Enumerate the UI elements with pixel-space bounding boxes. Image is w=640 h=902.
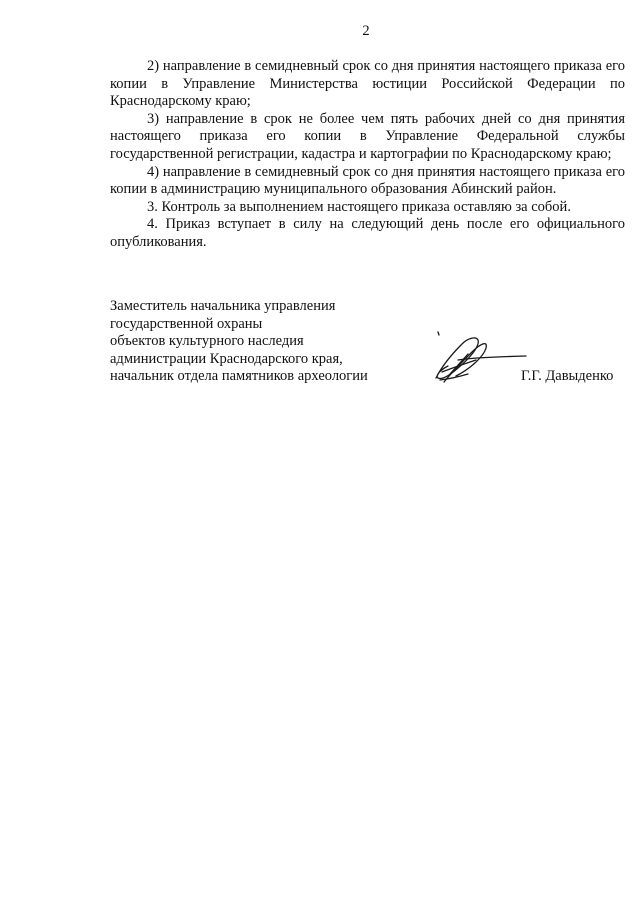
position-line: государственной охраны	[110, 315, 263, 332]
paragraph-item-3: 3) направление в срок не более чем пять рабочих дней со дня принятия настоящего приказа его копии в Управление Федеральной службы государственной регистрации, кадастра и картографии по Краснодарскому краю;	[110, 110, 625, 162]
signatory-name: Г.Г. Давыденко	[521, 368, 614, 384]
position-line: администрации Краснодарского края,	[110, 350, 343, 367]
paragraph-control: 3. Контроль за выполнением настоящего приказа оставляю за собой.	[147, 198, 571, 215]
position-line: начальник отдела памятников археологии	[110, 368, 368, 385]
position-line: Заместитель начальника управления	[110, 298, 336, 314]
paragraph-item-4: 4) направление в семидневный срок со дня принятия настоящего приказа его копии в администрацию муниципального образования Абинский район.	[110, 163, 625, 198]
position-line: объектов культурного наследия	[110, 333, 304, 350]
handwritten-signature	[428, 330, 528, 388]
page-number: 2	[362, 23, 370, 39]
paragraph-item-2: 2) направление в семидневный срок со дня принятия настоящего приказа его копии в Управление Министерства юстиции Российской Федерации по Краснодарскому краю;	[110, 58, 625, 110]
paragraph-effect: 4. Приказ вступает в силу на следующий день после его официального опубликования.	[110, 216, 625, 250]
document-body	[110, 58, 625, 252]
